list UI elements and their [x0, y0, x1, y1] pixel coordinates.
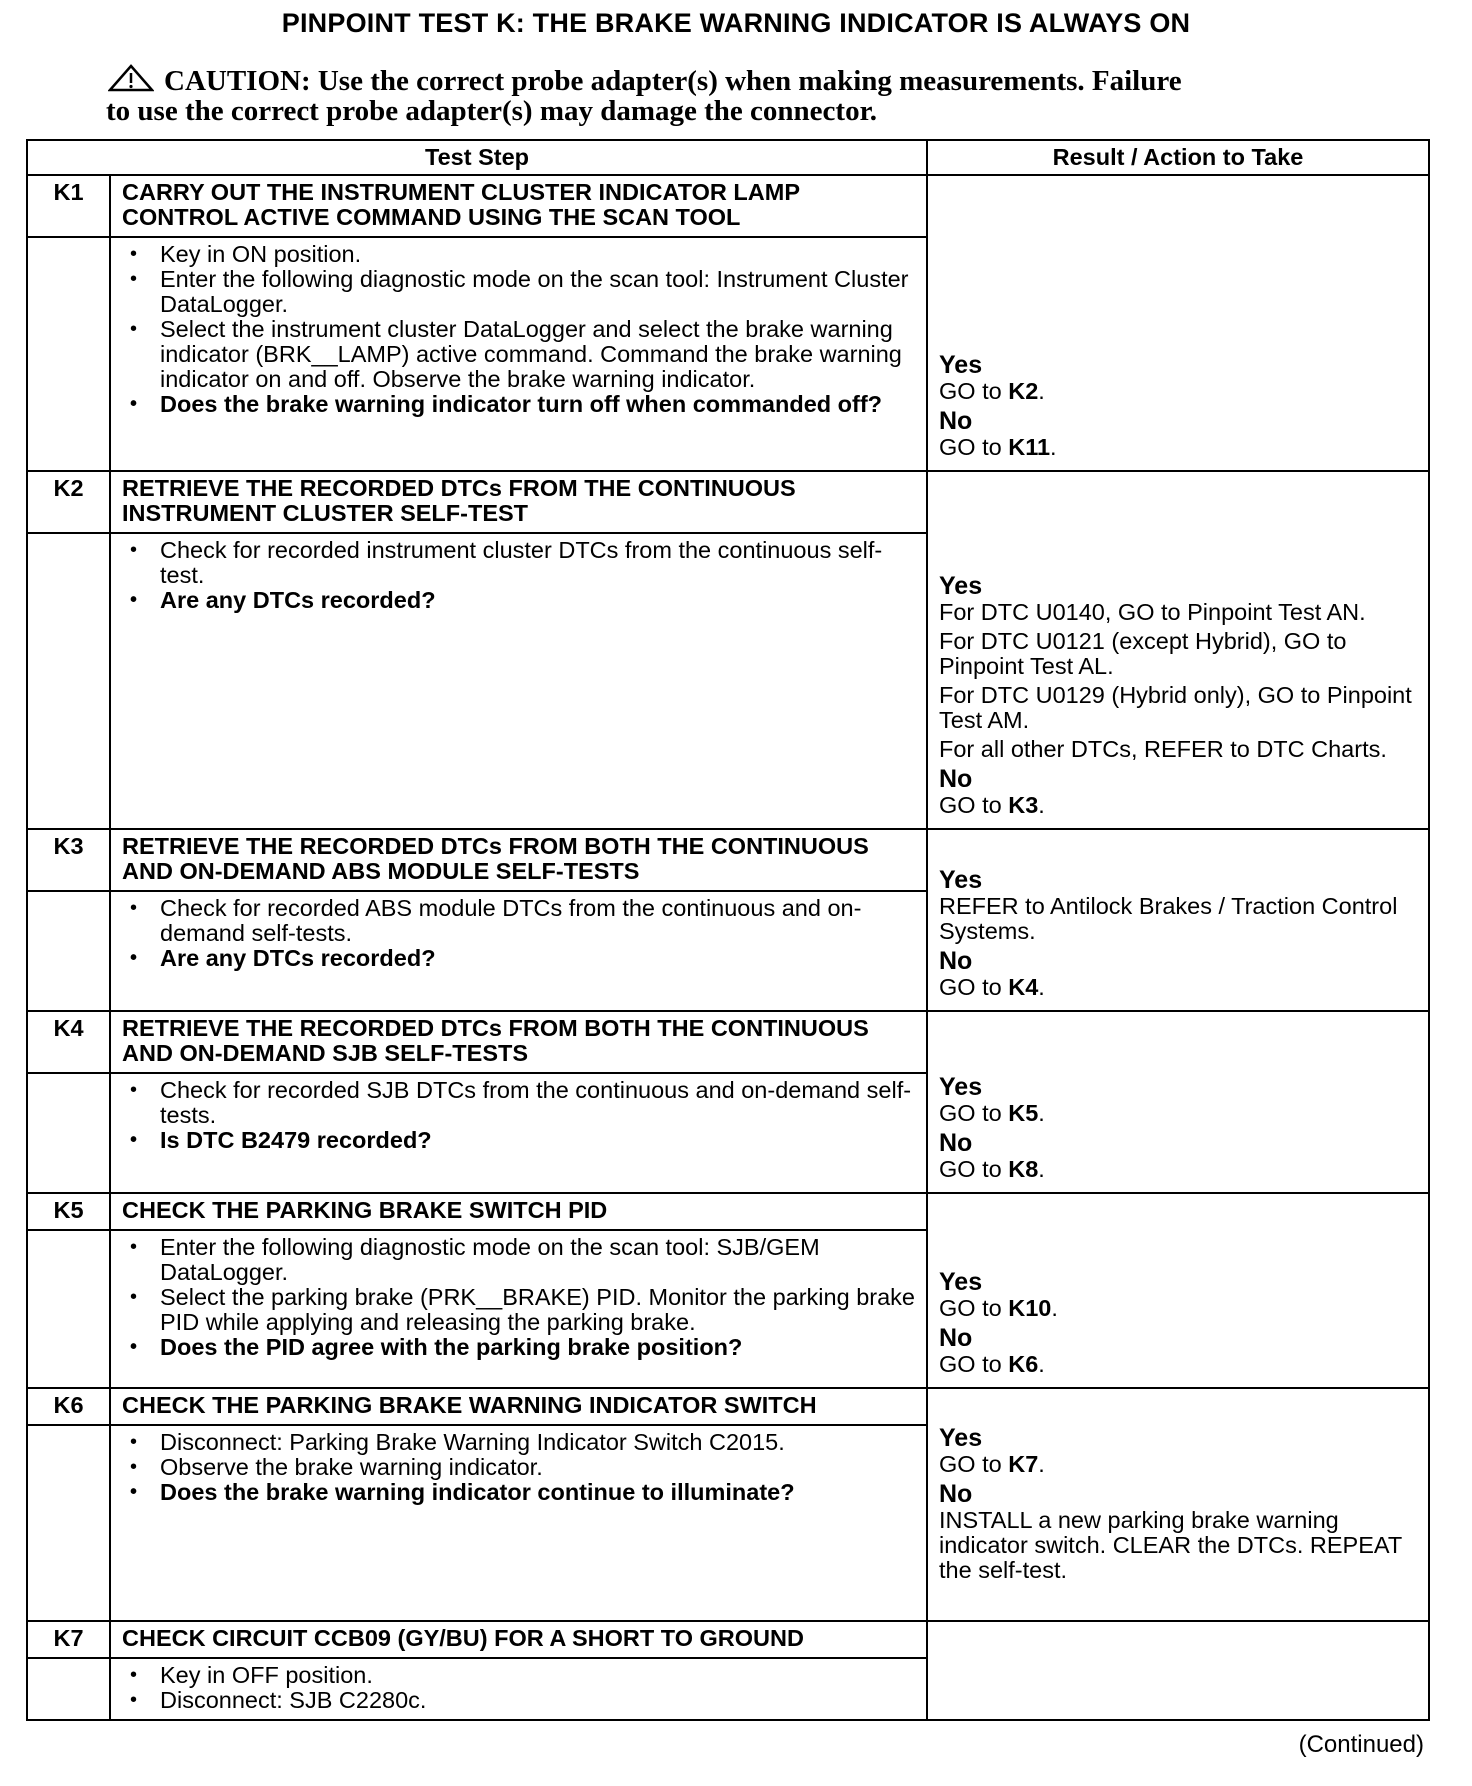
result-no-action: INSTALL a new parking brake warning indicator switch. CLEAR the DTCs. REPEAT the self-test. [939, 1506, 1402, 1583]
step-title: CARRY OUT THE INSTRUMENT CLUSTER INDICATOR LAMP CONTROL ACTIVE COMMAND USING THE SCAN TOOL [110, 175, 927, 237]
result-no-action: GO to K4. [939, 974, 1045, 1000]
result-yes-line: For DTC U0121 (except Hybrid), GO to Pinpoint Test AL. [939, 628, 1347, 679]
step-question: • Are any DTCs recorded? [122, 946, 916, 971]
result-yes-label: Yes [939, 1423, 983, 1452]
result-yes-line: For DTC U0140, GO to Pinpoint Test AN. [939, 599, 1366, 625]
step-id: K5 [27, 1193, 110, 1230]
step-result [927, 829, 1429, 1011]
instruction-item: • Disconnect: Parking Brake Warning Indicator Switch C2015. [122, 1430, 916, 1455]
instruction-item: • Key in OFF position. [122, 1663, 916, 1688]
step-instructions [110, 533, 927, 829]
result-yes-label: Yes [939, 351, 983, 379]
step-result [927, 175, 1429, 471]
header-result-action: Result / Action to Take [927, 140, 1429, 175]
result-yes-label: Yes [939, 866, 983, 894]
result-no-action: GO to K3. [939, 792, 1045, 818]
step-question: • Does the PID agree with the parking brake position? [122, 1335, 916, 1360]
step-result [927, 1621, 1429, 1720]
caution-line-2: to use the correct probe adapter(s) may damage the connector. [106, 95, 878, 127]
result-no-label: No [939, 1324, 973, 1352]
page-title: PINPOINT TEST K: THE BRAKE WARNING INDICATOR IS ALWAYS ON [281, 8, 1191, 38]
step-id: K4 [27, 1011, 110, 1073]
caution-notice [108, 64, 1368, 126]
step-id: K7 [27, 1621, 110, 1658]
step-id: K6 [27, 1388, 110, 1425]
instruction-item: • Disconnect: SJB C2280c. [122, 1688, 916, 1713]
result-yes-line: For all other DTCs, REFER to DTC Charts. [939, 736, 1387, 762]
step-result [927, 471, 1429, 829]
step-instructions [110, 891, 927, 1011]
step-title: RETRIEVE THE RECORDED DTCs FROM BOTH THE CONTINUOUS AND ON-DEMAND SJB SELF-TESTS [110, 1011, 927, 1073]
step-question: • Does the brake warning indicator turn off when commanded off? [122, 392, 916, 417]
instruction-item: • Key in ON position. [122, 242, 916, 267]
result-no-label: No [939, 1479, 973, 1508]
header-test-step: Test Step [27, 140, 927, 175]
result-no-label: No [939, 947, 973, 975]
instruction-item: • Enter the following diagnostic mode on the scan tool: Instrument Cluster DataLogger. [122, 267, 916, 317]
result-no-action: GO to K11. [939, 434, 1057, 460]
result-yes-action: GO to K2. [939, 378, 1045, 404]
instruction-item: • Check for recorded instrument cluster DTCs from the continuous self-test. [122, 538, 916, 588]
step-result [927, 1388, 1429, 1621]
result-no-label: No [939, 765, 973, 793]
step-id: K2 [27, 471, 110, 533]
step-question: • Is DTC B2479 recorded? [122, 1128, 916, 1153]
step-title: RETRIEVE THE RECORDED DTCs FROM THE CONTINUOUS INSTRUMENT CLUSTER SELF-TEST [110, 471, 927, 533]
step-result [927, 1193, 1429, 1388]
step-title: RETRIEVE THE RECORDED DTCs FROM BOTH THE CONTINUOUS AND ON-DEMAND ABS MODULE SELF-TESTS [110, 829, 927, 891]
result-yes-label: Yes [939, 1073, 983, 1101]
step-instructions [110, 1658, 927, 1720]
warning-triangle-icon [108, 64, 154, 92]
step-title: CHECK THE PARKING BRAKE WARNING INDICATOR SWITCH [110, 1388, 927, 1425]
step-instructions [110, 1230, 927, 1388]
step-question: • Does the brake warning indicator continue to illuminate? [122, 1480, 916, 1505]
continued-note: (Continued) [1298, 1731, 1424, 1758]
result-no-action: GO to K6. [939, 1351, 1045, 1377]
caution-line-1: CAUTION: Use the correct probe adapter(s) when making measurements. Failure [164, 65, 1182, 97]
step-instructions [110, 1073, 927, 1193]
step-instructions [110, 237, 927, 471]
step-instructions [110, 1425, 927, 1621]
instruction-item: • Check for recorded ABS module DTCs from the continuous and on-demand self-tests. [122, 896, 916, 946]
step-title: CHECK THE PARKING BRAKE SWITCH PID [110, 1193, 927, 1230]
result-no-label: No [939, 1129, 973, 1157]
step-id: K3 [27, 829, 110, 891]
step-result [927, 1011, 1429, 1193]
result-yes-action: GO to K7. [939, 1450, 1045, 1477]
result-no-label: No [939, 407, 973, 435]
result-yes-line: For DTC U0129 (Hybrid only), GO to Pinpoint Test AM. [939, 682, 1412, 733]
instruction-item: • Select the parking brake (PRK__BRAKE) PID. Monitor the parking brake PID while applying and releasing the parking brake. [122, 1285, 916, 1335]
instruction-item: • Enter the following diagnostic mode on the scan tool: SJB/GEM DataLogger. [122, 1235, 916, 1285]
instruction-item: • Observe the brake warning indicator. [122, 1455, 916, 1480]
result-yes-action: GO to K10. [939, 1295, 1058, 1321]
result-yes-action: GO to K5. [939, 1100, 1045, 1126]
instruction-item: • Select the instrument cluster DataLogger and select the brake warning indicator (BRK__LAMP) active command. Command the brake warning indicator on and off. Observe the brake warning indicator. [122, 317, 916, 392]
result-yes-action: REFER to Antilock Brakes / Traction Control Systems. [939, 893, 1398, 944]
step-id: K1 [27, 175, 110, 237]
result-yes-label: Yes [939, 572, 983, 600]
result-no-action: GO to K8. [939, 1156, 1045, 1182]
pinpoint-test-table [26, 139, 1430, 1721]
instruction-item: • Check for recorded SJB DTCs from the continuous and on-demand self-tests. [122, 1078, 916, 1128]
result-yes-label: Yes [939, 1268, 983, 1296]
step-title: CHECK CIRCUIT CCB09 (GY/BU) FOR A SHORT TO GROUND [110, 1621, 927, 1658]
step-question: • Are any DTCs recorded? [122, 588, 916, 613]
